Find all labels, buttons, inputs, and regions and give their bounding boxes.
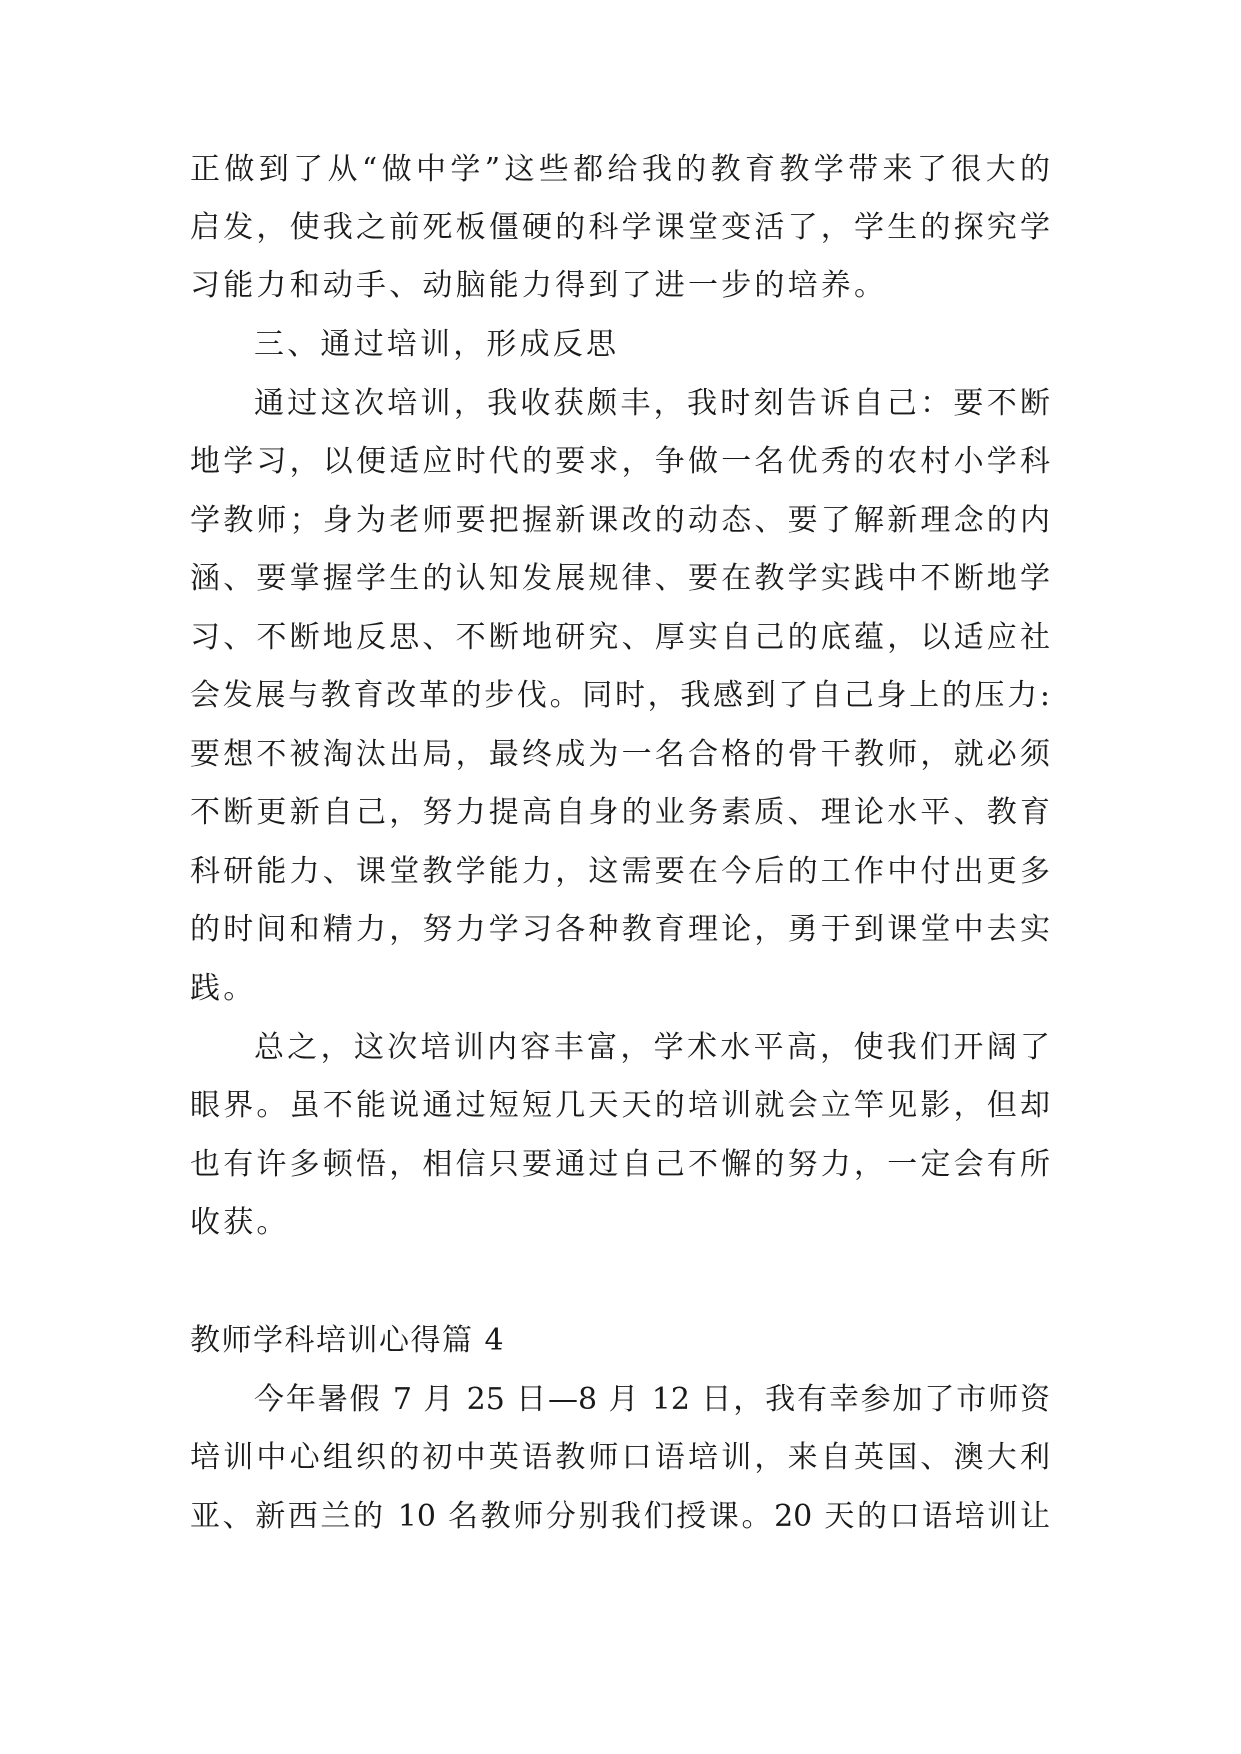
text-line-21: 今年暑假 7 月 25 日—8 月 12 日，我有幸参加了市师资 bbox=[254, 1382, 1050, 1417]
text-line-19: 收获。 bbox=[190, 1205, 290, 1240]
text-line-15: 践。 bbox=[190, 971, 257, 1006]
section-subheading: 三、通过培训，形成反思 bbox=[254, 327, 620, 362]
text-line-10: 会发展与教育改革的步伐。同时，我感到了自己身上的压力: bbox=[190, 678, 1050, 713]
text-line-22: 培训中心组织的初中英语教师口语培训，来自英国、澳大利 bbox=[190, 1440, 1050, 1475]
text-line-8: 涵、要掌握学生的认知发展规律、要在教学实践中不断地学 bbox=[190, 561, 1050, 596]
text-line-14: 的时间和精力，努力学习各种教育理论，勇于到课堂中去实 bbox=[190, 912, 1050, 947]
section-heading: 教师学科培训心得篇 4 bbox=[190, 1323, 506, 1358]
text-line-18: 也有许多顿悟，相信只要通过自己不懈的努力，一定会有所 bbox=[190, 1147, 1050, 1182]
text-line-3: 习能力和动手、动脑能力得到了进一步的培养。 bbox=[190, 268, 888, 303]
text-line-12: 不断更新自己，努力提高自身的业务素质、理论水平、教育 bbox=[190, 795, 1050, 830]
text-line-13: 科研能力、课堂教学能力，这需要在今后的工作中付出更多 bbox=[190, 854, 1050, 889]
text-line-9: 习、不断地反思、不断地研究、厚实自己的底蕴，以适应社 bbox=[190, 620, 1050, 655]
text-line-23: 亚、新西兰的 10 名教师分别我们授课。20 天的口语培训让 bbox=[190, 1499, 1050, 1534]
text-line-6: 地学习，以便适应时代的要求，争做一名优秀的农村小学科 bbox=[190, 444, 1050, 479]
text-line-5: 通过这次培训，我收获颇丰，我时刻告诉自己：要不断 bbox=[254, 386, 1050, 421]
text-line-2: 启发，使我之前死板僵硬的科学课堂变活了，学生的探究学 bbox=[190, 210, 1050, 245]
text-line-17: 眼界。虽不能说通过短短几天天的培训就会立竿见影，但却 bbox=[190, 1088, 1050, 1123]
text-line-11: 要想不被淘汰出局，最终成为一名合格的骨干教师，就必须 bbox=[190, 737, 1050, 772]
text-line-1: 正做到了从“做中学”这些都给我的教育教学带来了很大的 bbox=[190, 152, 1050, 187]
text-line-16: 总之，这次培训内容丰富，学术水平高，使我们开阔了 bbox=[254, 1030, 1050, 1065]
text-line-7: 学教师；身为老师要把握新课改的动态、要了解新理念的内 bbox=[190, 503, 1050, 538]
